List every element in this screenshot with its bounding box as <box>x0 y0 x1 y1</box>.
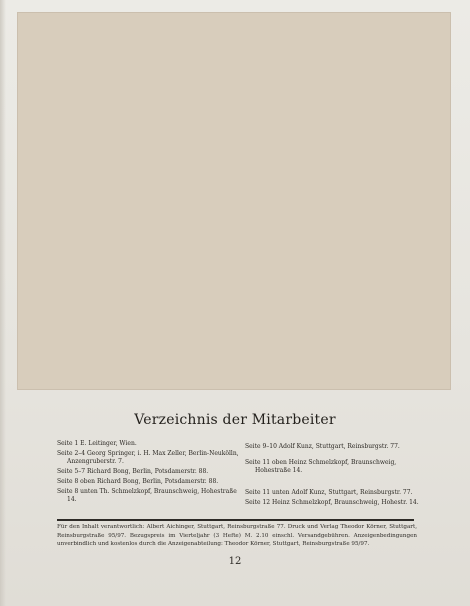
contributor-entry: Seite 11 oben Heinz Schmelzkopf, Braunschweig, Hohestraße 14. <box>245 458 397 475</box>
blank-plate-area <box>17 12 451 390</box>
page-edge-shadow <box>0 0 6 606</box>
contributor-entry: Seite 2–4 Georg Springer, i. H. Max Zeller, Berlin-Neukölln, Anzengruberstr. 7. <box>57 449 239 466</box>
contributor-entry: Seite 8 oben Richard Bong, Berlin, Potsdamerstr. 88. <box>57 477 219 485</box>
contributors-heading: Verzeichnis der Mitarbeiter <box>134 412 336 428</box>
contributor-entry: Seite 11 unten Adolf Kunz, Stuttgart, Reinsburgstr. 77. <box>245 489 413 497</box>
contributor-entry: Seite 9–10 Adolf Kunz, Stuttgart, Reinsburgstr. 77. <box>245 443 400 450</box>
contributor-entry: Seite 8 unten Th. Schmelzkopf, Braunschweig, Hohestraße 14. <box>57 487 237 504</box>
contributors-right-column <box>245 443 420 509</box>
contributor-entry: Seite 1 E. Leitinger, Wien. <box>57 440 137 447</box>
contributors-left-column <box>57 440 247 506</box>
contributor-entry: Seite 5–7 Richard Bong, Berlin, Potsdamerstr. 88. <box>57 468 209 476</box>
contributor-entry: Seite 12 Heinz Schmelzkopf, Braunschweig, Hohestr. 14. <box>245 498 419 506</box>
footer-divider <box>57 519 414 521</box>
page-number: 12 <box>228 556 242 567</box>
imprint-footer: Für den Inhalt verantwortlich: Albert Aichinger, Stuttgart, Reinsburgstraße 77. Druck und Verlag Theodor Körner, Stuttgart, Reinsburgstraße 95/97. Bezugspreis im Vierteljahr (3 Hefte) M. 2.10 einschl. Versandgebühren. Anzeigenbedingungen unverbindlich und kostenlos durch die Anzeigenabteilung: Theodor Körner, Stuttgart, Reinsburgstraße 95/97. <box>57 524 417 548</box>
